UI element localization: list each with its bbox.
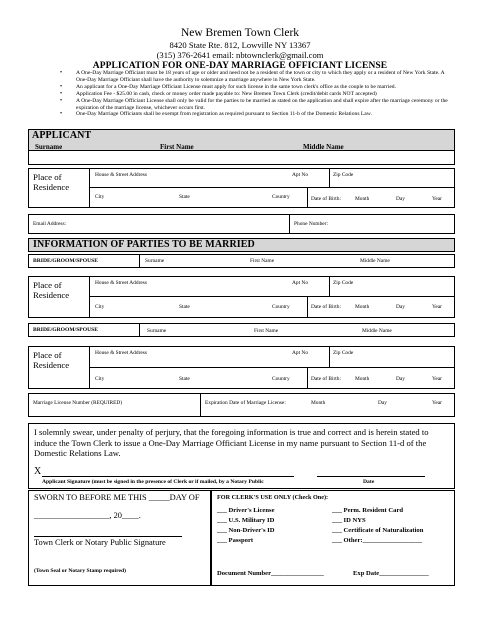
check-other[interactable]: ___ Other:__________________ [332, 537, 422, 544]
party2-zip-field[interactable]: Zip Code [333, 350, 354, 356]
party2-dob-day[interactable]: Day [396, 376, 405, 382]
clerk-signature-line[interactable] [34, 536, 182, 537]
party1-dob-day[interactable]: Day [396, 304, 405, 310]
applicant-dob-year[interactable]: Year [432, 196, 442, 202]
party1-role-label: BRIDE/GROOM/SPOUSE [33, 258, 98, 264]
party2-dob-month[interactable]: Month [355, 376, 370, 382]
sworn-line2[interactable]: __________________, 20____. [34, 511, 141, 520]
form-title: APPLICATION FOR ONE-DAY MARRIAGE OFFICIANT LICENSE [92, 61, 388, 71]
applicant-dob-label: Date of Birth: [311, 196, 341, 202]
party2-dob-year[interactable]: Year [432, 376, 442, 382]
party1-middlename-label: Middle Name [360, 258, 390, 264]
sworn-line1[interactable]: SWORN TO BEFORE ME THIS _____DAY OF [34, 493, 200, 502]
party1-residence-box [28, 276, 455, 318]
applicant-dob-month[interactable]: Month [355, 196, 370, 202]
license-number-field[interactable]: Marriage License Number (REQUIRED) [33, 400, 123, 406]
applicant-signature-label: Applicant Signature (must be signed in the presence of Clerk or if mailed, by a Notary Public [42, 479, 264, 485]
party2-firstname-label: First Name [254, 328, 279, 334]
clerk-use-title: FOR CLERK'S USE ONLY (Check One): [217, 494, 329, 501]
party1-city-field[interactable]: City [95, 304, 105, 310]
seal-label: (Town Seal or Notary Stamp required) [34, 568, 126, 574]
check-passport[interactable]: ___ Passport [217, 537, 254, 544]
applicant-name-field[interactable] [28, 151, 455, 165]
license-exp-year[interactable]: Year [432, 400, 442, 406]
clerk-signature-label: Town Clerk or Notary Public Signature [34, 538, 166, 547]
applicant-signature-line[interactable] [42, 476, 294, 477]
applicant-street-field[interactable]: House & Street Address [95, 172, 147, 178]
applicant-contact-box [28, 214, 455, 234]
license-expiration-label: Expiration Date of Marriage License: [205, 400, 286, 406]
instructions-list [60, 70, 455, 118]
check-drivers-license[interactable]: ___ Driver's License [217, 507, 275, 514]
applicant-apt-field[interactable]: Apt No [292, 172, 309, 178]
party1-place-of-residence: Place of Residence [33, 280, 70, 300]
party1-apt-field[interactable]: Apt No [292, 280, 309, 286]
party2-surname-label: Surname [147, 328, 167, 334]
party1-zip-field[interactable]: Zip Code [333, 280, 354, 286]
applicant-date-line[interactable] [317, 476, 425, 477]
applicant-section-header [28, 129, 455, 151]
party1-firstname-label: First Name [250, 258, 275, 264]
party1-surname-label: Surname [145, 258, 165, 264]
party1-country-field[interactable]: Country [272, 304, 290, 310]
office-contact: (315) 376-2641 email: nbtownclerk@gmail.com [156, 50, 324, 60]
signature-x: X [34, 466, 42, 477]
applicant-city-field[interactable]: City [95, 194, 105, 200]
check-id-nys[interactable]: ___ ID NYS [332, 517, 366, 524]
instruction-item: • Application Fee - $25.00 in cash, check or money order made payable to: New Bremen Town Clerk (credit/debit cards NOT accepted) [60, 91, 455, 98]
check-naturalization[interactable]: ___ Certificate of Naturalization [332, 527, 424, 534]
party1-street-field[interactable]: House & Street Address [95, 280, 147, 286]
instruction-item: • An applicant for a One-Day Marriage Officiant License must apply for such license in the same town clerk's office as the couple to be married. [60, 84, 455, 91]
party2-place-of-residence: Place of Residence [33, 350, 70, 370]
office-address: 8420 State Rte. 812, Lowville NY 13367 [169, 40, 311, 50]
instruction-item: • One-Day Marriage Officiants shall be exempt from registration as required pursuant to Section 11-b of the Domestic Relations Law. [60, 111, 455, 118]
applicant-place-of-residence: Place of Residence [33, 172, 70, 192]
party2-street-field[interactable]: House & Street Address [95, 350, 147, 356]
applicant-date-label: Date [363, 479, 375, 485]
license-exp-day[interactable]: Day [378, 400, 387, 406]
party1-state-field[interactable]: State [179, 304, 190, 310]
applicant-phone-field[interactable]: Phone Number: [294, 221, 328, 227]
applicant-dob-day[interactable]: Day [396, 196, 405, 202]
party2-middlename-label: Middle Name [362, 328, 392, 334]
party1-dob-year[interactable]: Year [432, 304, 442, 310]
party2-apt-field[interactable]: Apt No [292, 350, 309, 356]
applicant-firstname-label: First Name [160, 143, 194, 151]
applicant-email-field[interactable]: Email Address: [33, 221, 67, 227]
applicant-section-title: APPLICANT [32, 130, 92, 141]
license-exp-month[interactable]: Month [311, 400, 326, 406]
applicant-country-field[interactable]: Country [272, 194, 290, 200]
instruction-item: • A One-Day Marriage Officiant License shall only be valid for the parties to be married as stated on the application and shall expire after the marriage ceremony or the expiration of the marriage license, whichever occurs first. [60, 98, 455, 112]
check-military-id[interactable]: ___ U.S. Military ID [217, 517, 275, 524]
party1-dob-month[interactable]: Month [355, 304, 370, 310]
oath-text: I solemnly swear, under penalty of perjury, that the foregoing information is true and correct and is herein stated to induce the Town Clerk to issue a One-Day Marriage Officiant License in my name pursuant to Section 11-d of the Domestic Relations Law. [34, 427, 429, 459]
party2-role-label: BRIDE/GROOM/SPOUSE [33, 327, 98, 333]
exp-date-field[interactable]: Exp Date_______________ [353, 570, 429, 577]
check-non-drivers-id[interactable]: ___ Non-Driver's ID [217, 527, 275, 534]
parties-section-title: INFORMATION OF PARTIES TO BE MARRIED [33, 239, 255, 250]
party2-dob-label: Date of Birth: [311, 376, 341, 382]
document-number-field[interactable]: Document Number________________ [217, 570, 324, 577]
applicant-surname-label: Surname [35, 143, 63, 151]
instruction-item: • A One-Day Marriage Officiant must be 18 years of age or older and need not be a resident of the town or city to which they apply or a resident of New York State. A One-Day Marriage Officiant shall have the authority to solemnize a marriage anywhere in New York State. [60, 70, 455, 84]
party1-dob-label: Date of Birth: [311, 304, 341, 310]
party2-state-field[interactable]: State [179, 376, 190, 382]
office-name: New Bremen Town Clerk [180, 27, 300, 39]
applicant-state-field[interactable]: State [179, 194, 190, 200]
applicant-zip-field[interactable]: Zip Code [333, 172, 354, 178]
check-perm-resident[interactable]: ___ Perm. Resident Card [332, 507, 404, 514]
applicant-middlename-label: Middle Name [303, 143, 344, 151]
party2-city-field[interactable]: City [95, 376, 105, 382]
party2-country-field[interactable]: Country [272, 376, 290, 382]
applicant-residence-box [28, 168, 455, 208]
